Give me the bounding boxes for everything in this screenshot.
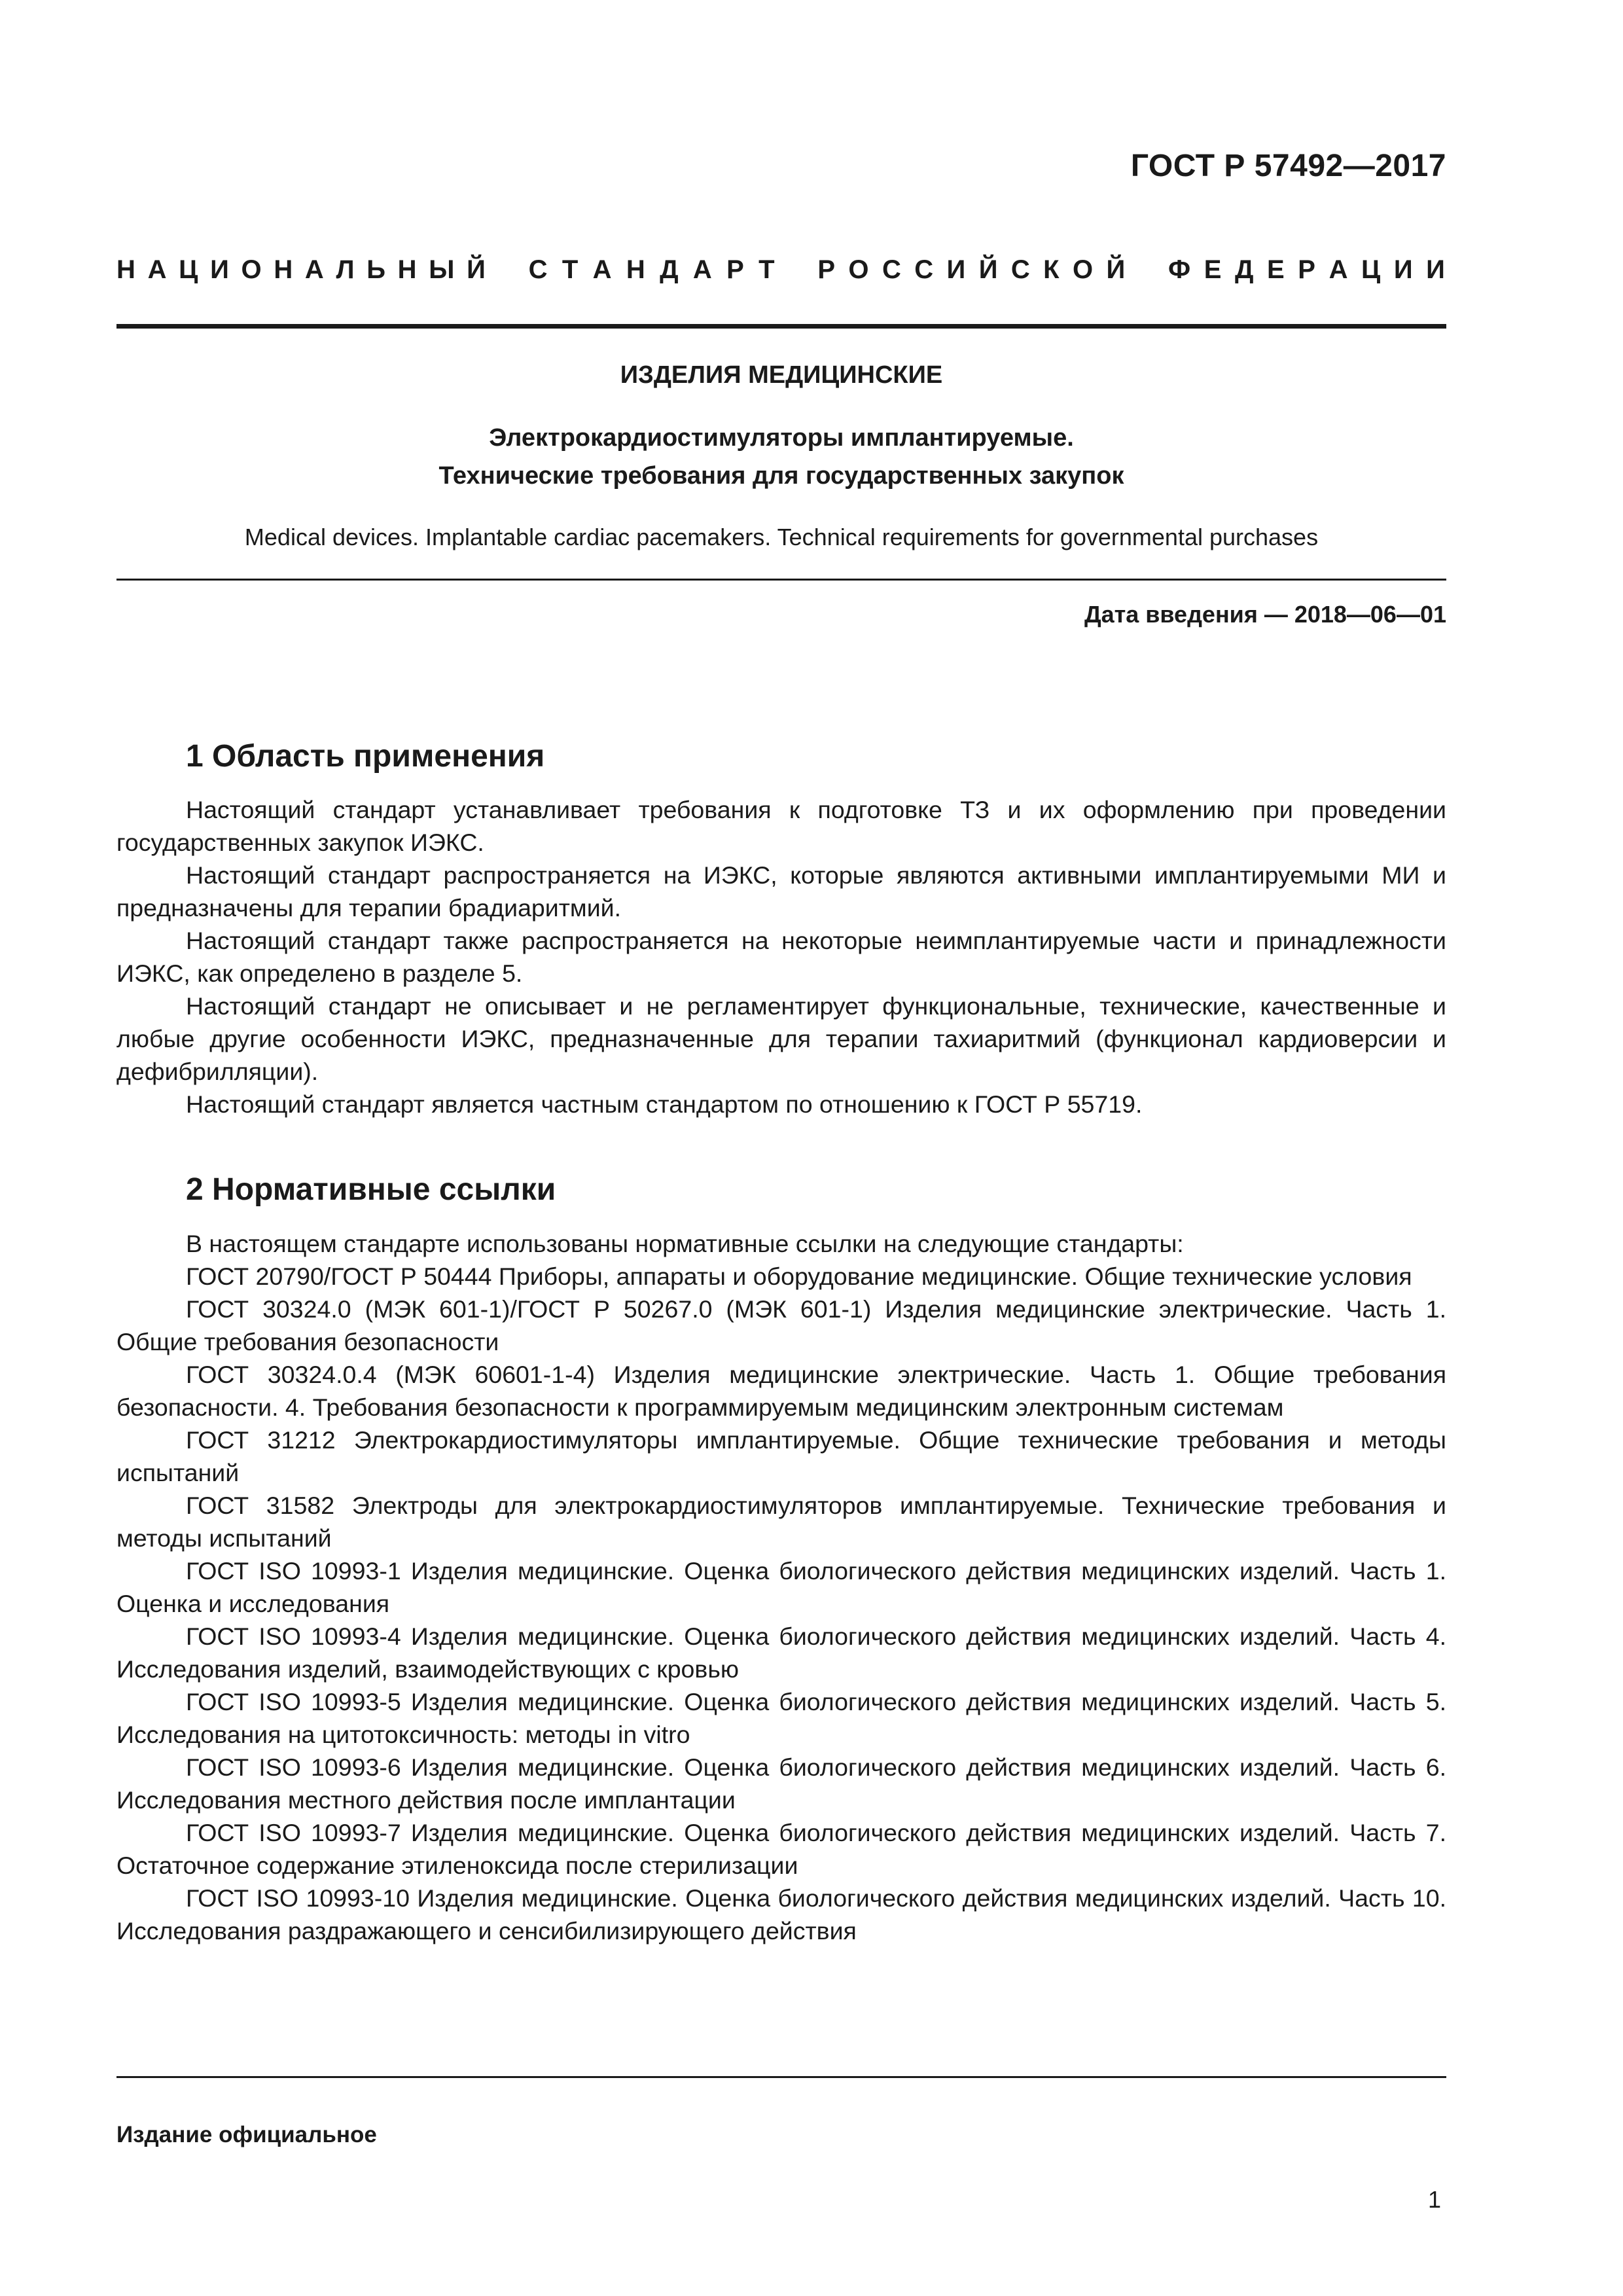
section-body — [116, 1227, 1446, 1947]
official-edition-note: Издание официальное — [116, 2122, 377, 2147]
national-standard-title — [116, 255, 1445, 285]
reference-item: ГОСТ 30324.0.4 (МЭК 60601-1-4) Изделия медицинские электрические. Часть 1. Общие требования безопасности. 4. Требования безопасности к программируемым медицинским электронным системам — [116, 1361, 1446, 1421]
subtitle-line: Электрокардиостимуляторы имплантируемые. — [489, 424, 1074, 452]
reference-item: ГОСТ 30324.0 (МЭК 601-1)/ГОСТ Р 50267.0 (МЭК 601-1) Изделия медицинские электрические. Часть 1. Общие требования безопасности — [116, 1295, 1446, 1355]
paragraph: Настоящий стандарт является частным стандартом по отношению к ГОСТ Р 55719. — [186, 1090, 1143, 1118]
reference-item: ГОСТ 20790/ГОСТ Р 50444 Приборы, аппараты и оборудование медицинские. Общие технические условия — [186, 1263, 1412, 1290]
document-category: ИЗДЕЛИЯ МЕДИЦИНСКИЕ — [620, 361, 943, 389]
footer-divider — [116, 2076, 1446, 2078]
section-heading: 2 Нормативные ссылки — [186, 1172, 556, 1207]
paragraph: Настоящий стандарт не описывает и не регламентирует функциональные, технические, качественные и любые другие особенности ИЭКС, предназначенные для терапии тахиаритмий (функционал кардиоверсии и дефибрилляции). — [116, 992, 1446, 1085]
reference-item: ГОСТ 31212 Электрокардиостимуляторы имплантируемые. Общие технические требования и методы испытаний — [116, 1426, 1446, 1486]
paragraph: В настоящем стандарте использованы нормативные ссылки на следующие стандарты: — [186, 1230, 1184, 1257]
national-title-word: Ф Е Д Е Р А Ц И И — [1168, 255, 1445, 284]
national-title-word: Н А Ц И О Н А Л Ь Н Ы Й — [116, 255, 486, 284]
reference-item: ГОСТ ISO 10993-6 Изделия медицинские. Оценка биологического действия медицинских изделий. Часть 6. Исследования местного действия после имплантации — [116, 1753, 1446, 1814]
reference-item: ГОСТ ISO 10993-1 Изделия медицинские. Оценка биологического действия медицинских изделий. Часть 1. Оценка и исследования — [116, 1557, 1446, 1617]
national-title-word: С Т А Н Д А Р Т — [528, 255, 775, 284]
page-number: 1 — [1427, 2186, 1441, 2213]
paragraph: Настоящий стандарт распространяется на ИЭКС, которые являются активными имплантируемыми МИ и предназначены для терапии брадиаритмий. — [116, 861, 1446, 922]
header-divider — [116, 324, 1446, 329]
document-subtitle — [116, 419, 1446, 495]
reference-item: ГОСТ ISO 10993-4 Изделия медицинские. Оценка биологического действия медицинских изделий. Часть 4. Исследования изделий, взаимодействующих с кровью — [116, 1623, 1446, 1683]
section-heading: 1 Область применения — [186, 739, 545, 774]
introduction-date: Дата введения — 2018—06—01 — [1084, 601, 1446, 628]
subtitle-line: Технические требования для государственных закупок — [438, 462, 1124, 490]
reference-item: ГОСТ ISO 10993-10 Изделия медицинские. Оценка биологического действия медицинских изделий. Часть 10. Исследования раздражающего и сенсибилизирующего действия — [116, 1884, 1446, 1945]
paragraph: Настоящий стандарт также распространяется на некоторые неимплантируемые части и принадлежности ИЭКС, как определено в разделе 5. — [116, 927, 1446, 987]
section-body — [116, 793, 1446, 1121]
title-divider — [116, 579, 1446, 581]
reference-item: ГОСТ 31582 Электроды для электрокардиостимуляторов имплантируемые. Технические требования и методы испытаний — [116, 1492, 1446, 1552]
national-title-word: Р О С С И Й С К О Й — [817, 255, 1126, 284]
reference-item: ГОСТ ISO 10993-5 Изделия медицинские. Оценка биологического действия медицинских изделий. Часть 5. Исследования на цитотоксичность: методы in vitro — [116, 1688, 1446, 1748]
paragraph: Настоящий стандарт устанавливает требования к подготовке ТЗ и их оформлению при проведении государственных закупок ИЭКС. — [116, 796, 1446, 856]
english-title: Medical devices. Implantable cardiac pacemakers. Technical requirements for governmental purchases — [244, 524, 1319, 550]
reference-item: ГОСТ ISO 10993-7 Изделия медицинские. Оценка биологического действия медицинских изделий. Часть 7. Остаточное содержание этиленоксида после стерилизации — [116, 1819, 1446, 1879]
document-number: ГОСТ Р 57492—2017 — [1130, 149, 1446, 183]
